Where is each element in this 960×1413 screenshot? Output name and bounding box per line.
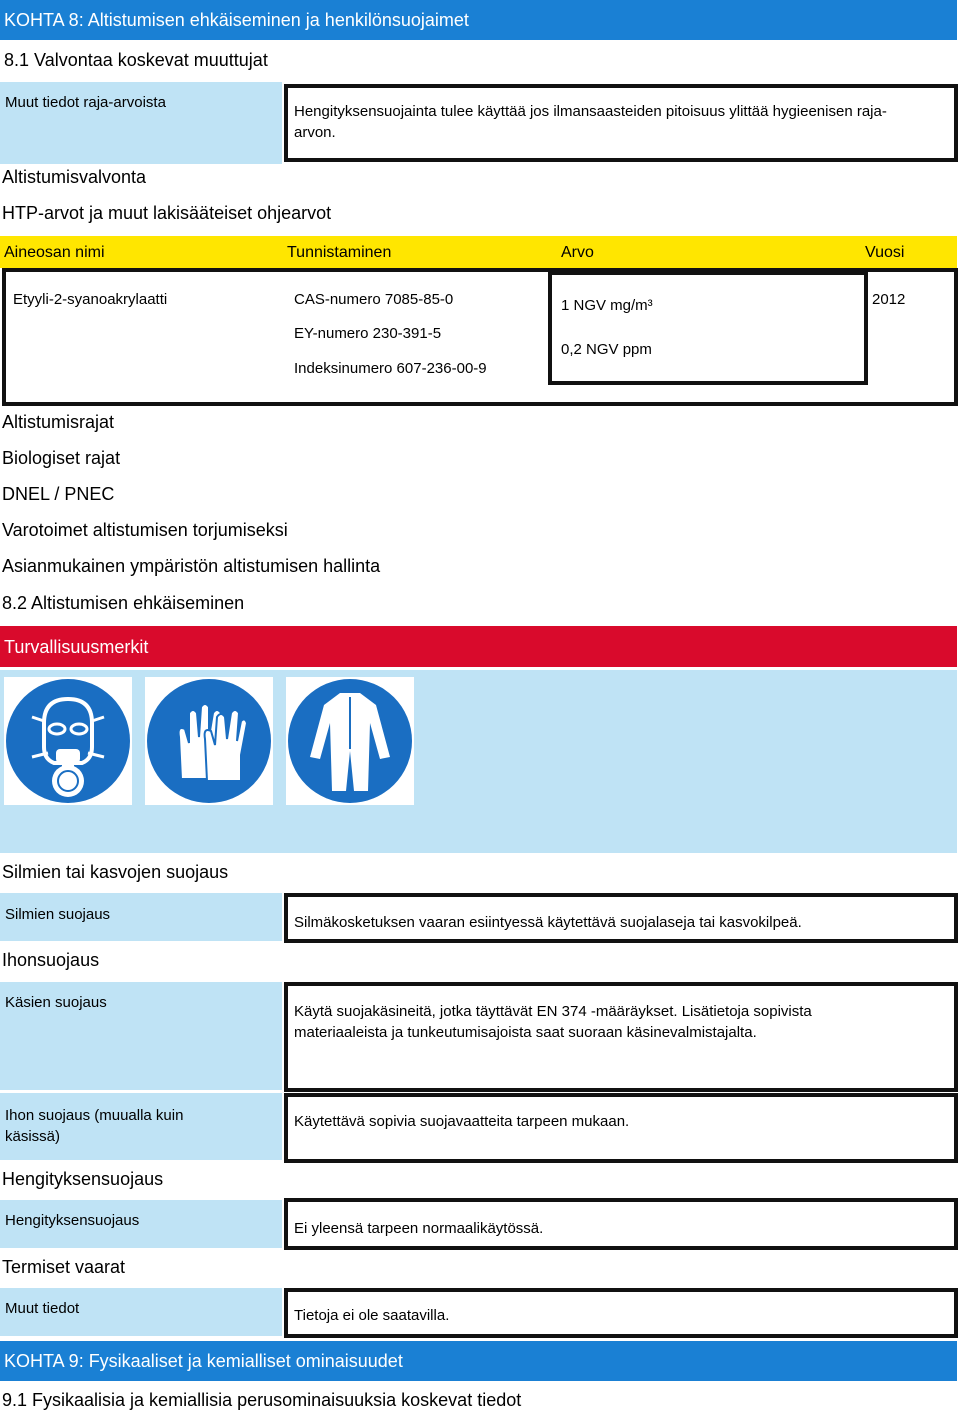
eye-protection-text: Silmäkosketuksen vaaran esiintyessä käytettävä suojalaseja tai kasvokilpeä. (294, 914, 802, 931)
section-8-header (0, 0, 957, 40)
limit-year: 2012 (872, 291, 906, 308)
safety-signs-title: Turvallisuusmerkit (4, 637, 149, 657)
section-8-title: KOHTA 8: Altistumisen ehkäiseminen ja henkilönsuojaimet (4, 10, 469, 30)
precautions-heading: Varotoimet altistumisen torjumiseksi (2, 520, 288, 540)
gloves-sign-icon (145, 677, 273, 805)
other-limits-label: Muut tiedot raja-arvoista (5, 94, 166, 111)
other-limits-text-box (284, 84, 958, 162)
htp-heading: HTP-arvot ja muut lakisääteiset ohjearvot (2, 203, 332, 223)
cas-number: CAS-numero 7085-85-0 (294, 291, 454, 308)
other-info-label-cell (0, 1288, 282, 1336)
body-protection-text: Käytettävä sopivia suojavaatteita tarpeen mukaan. (294, 1113, 630, 1130)
col-header-year: Vuosi (865, 244, 905, 261)
limit-value-ppm: 0,2 NGV ppm (561, 341, 652, 358)
respirator-sign-icon (4, 677, 132, 805)
skin-protection-heading: Ihonsuojaus (2, 950, 100, 970)
other-limits-label-cell (0, 82, 282, 164)
thermal-hazards-heading: Termiset vaarat (2, 1257, 126, 1277)
section-9-header (0, 1341, 957, 1381)
safety-signs-header (0, 626, 957, 667)
respiratory-heading: Hengityksensuojaus (2, 1169, 164, 1189)
respiratory-label: Hengityksensuojaus (5, 1212, 140, 1229)
eye-protection-heading: Silmien tai kasvojen suojaus (2, 862, 229, 882)
respiratory-label-cell (0, 1200, 282, 1248)
hand-protection-label-cell (0, 982, 282, 1090)
body-protection-label: Ihon suojaus (muualla kuin käsissä) (5, 1107, 184, 1145)
safety-signs-panel (0, 670, 957, 853)
limit-value-mg: 1 NGV mg/m³ (561, 297, 653, 314)
protective-suit-sign-icon (286, 677, 414, 805)
subsection-9-1-title: 9.1 Fysikaalisia ja kemiallisia perusominaisuuksia koskevat tiedot (2, 1390, 522, 1410)
respiratory-text: Ei yleensä tarpeen normaalikäytössä. (294, 1220, 544, 1237)
exposure-limits-heading: Altistumisrajat (2, 412, 115, 432)
hand-protection-text: Käytä suojakäsineitä, jotka täyttävät EN 374 -määräykset. Lisätietoja sopivista materiaaleista ja tunkeutumisajoista saat suoraan käsinevalmistajalta. (294, 1003, 812, 1041)
exposure-control-heading: Altistumisvalvonta (2, 167, 147, 187)
other-info-text: Tietoja ei ole saatavilla. (294, 1307, 450, 1324)
ey-number: EY-numero 230-391-5 (294, 325, 442, 342)
limit-value-box (548, 271, 868, 385)
col-header-id: Tunnistaminen (287, 244, 392, 261)
body-protection-text-box (284, 1093, 958, 1163)
col-header-name: Aineosan nimi (4, 244, 105, 261)
substance-name: Etyyli-2-syanoakrylaatti (13, 291, 168, 308)
respiratory-text-box (284, 1198, 958, 1250)
body-protection-label-cell (0, 1093, 282, 1160)
hand-protection-text-box (284, 982, 958, 1092)
dnel-heading: DNEL / PNEC (2, 484, 115, 504)
env-control-heading: Asianmukainen ympäristön altistumisen hallinta (2, 556, 381, 576)
eye-protection-label: Silmien suojaus (5, 906, 111, 923)
eye-protection-text-box (284, 893, 958, 943)
limits-table-header (0, 236, 957, 268)
other-limits-text: Hengityksensuojainta tulee käyttää jos ilmansaasteiden pitoisuus ylittää hygieenisen raja-arvon. (294, 103, 887, 141)
subsection-8-2-title: 8.2 Altistumisen ehkäiseminen (2, 593, 245, 613)
other-info-text-box (284, 1288, 958, 1338)
subsection-8-1-title: 8.1 Valvontaa koskevat muuttujat (4, 50, 268, 70)
col-header-value: Arvo (561, 244, 594, 261)
eye-protection-label-cell (0, 893, 282, 941)
section-9-title: KOHTA 9: Fysikaaliset ja kemialliset ominaisuudet (4, 1351, 403, 1371)
hand-protection-label: Käsien suojaus (5, 994, 107, 1011)
bio-limits-heading: Biologiset rajat (2, 448, 121, 468)
other-info-label: Muut tiedot (5, 1300, 80, 1317)
index-number: Indeksinumero 607-236-00-9 (294, 360, 487, 377)
